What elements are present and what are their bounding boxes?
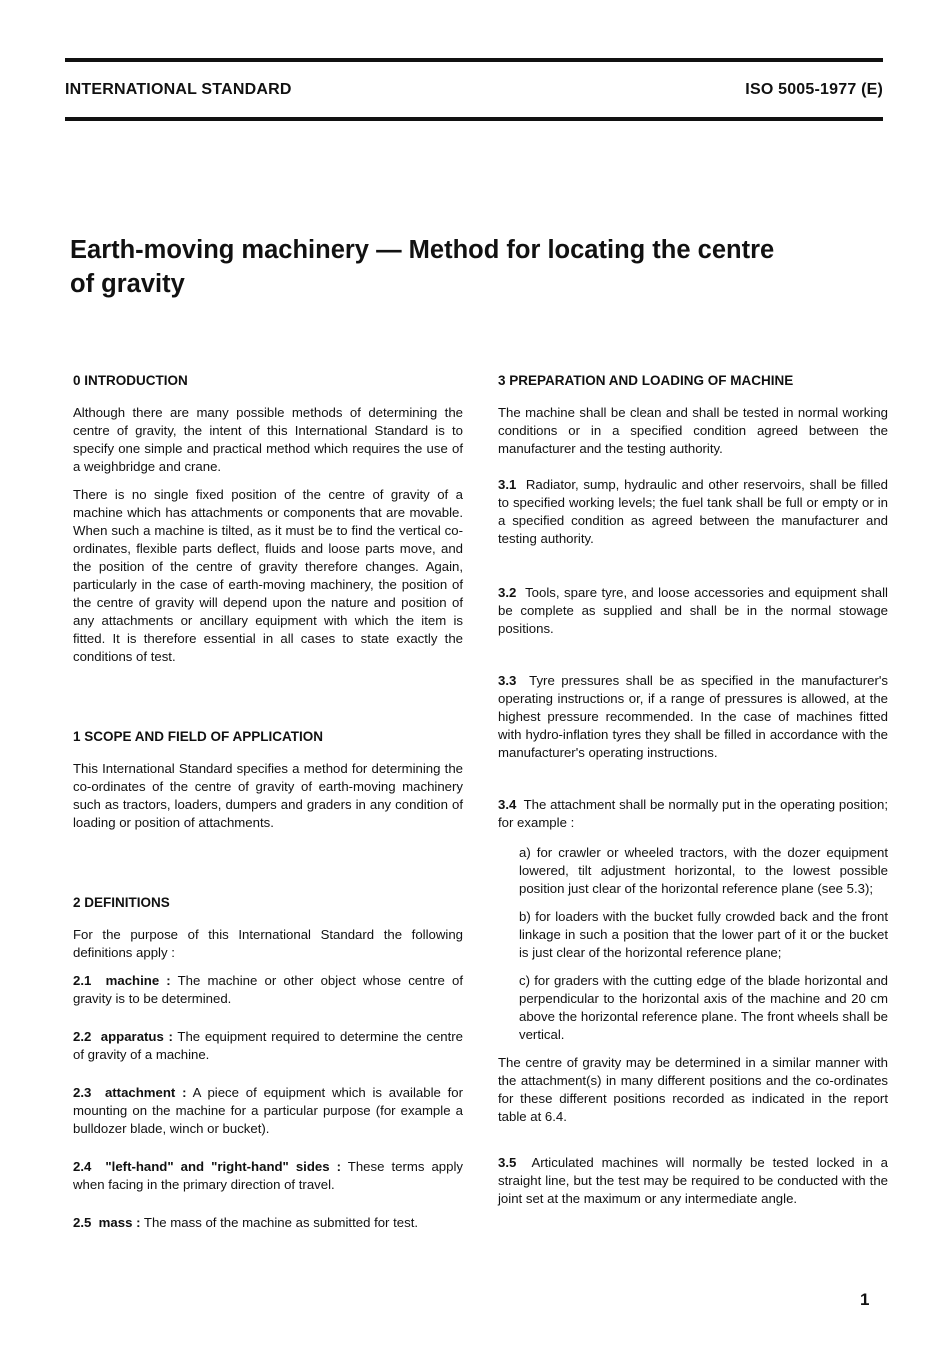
definition-term: "left-hand" and "right-hand" sides :	[105, 1159, 341, 1174]
clause-text: Tools, spare tyre, and loose accessories and equipment shall be complete as supplied and shall be in the normal stowage positions.	[498, 585, 888, 636]
preparation-intro: The machine shall be clean and shall be tested in normal working conditions or in a specified condition agreed between the manufacturer and the testing authority.	[498, 405, 888, 456]
clause-number: 2.3	[73, 1085, 92, 1100]
definitions-intro: For the purpose of this International Standard the following definitions apply :	[73, 927, 463, 960]
definition-2-4	[73, 1158, 463, 1194]
definition-text: The mass of the machine as submitted for test.	[143, 1215, 419, 1230]
header-document-number: ISO 5005-1977 (E)	[745, 81, 883, 98]
definition-2-2	[73, 1028, 463, 1064]
clause-number: 3.1	[498, 477, 517, 492]
clause-number: 3.3	[498, 673, 517, 688]
clause-3-4-note: The centre of gravity may be determined in a similar manner with the attachment(s) in many different positions and the co-ordinates for these different positions recorded as indicated in the report table at 6.4.	[498, 1055, 888, 1124]
preparation-heading: 3 PREPARATION AND LOADING OF MACHINE	[498, 373, 794, 388]
definition-text: The machine or other object whose centre of gravity is to be determined.	[73, 973, 463, 1006]
definition-2-1	[73, 972, 463, 1008]
clause-number: 3.4	[498, 797, 517, 812]
definitions-heading: 2 DEFINITIONS	[73, 895, 170, 910]
clause-3-2	[498, 584, 888, 638]
intro-paragraph-2: There is no single fixed position of the centre of gravity of a machine which has attachments or components that are movable. When such a machine is tilted, as it must be to find the vertical co-ordinates, flexible parts deflect, fluids and loose parts move, and the position of the centre of gravity therefore changes. Again, particularly in the case of earth-moving machinery, the position of the centre of gravity will depend upon the nature and position of any attachments or ancillary equipment with which the item is fitted. It is therefore essential in all cases to state exactly the conditions of test.	[73, 487, 463, 664]
clause-number: 3.5	[498, 1155, 517, 1170]
clause-number: 3.2	[498, 585, 517, 600]
clause-number: 2.5	[73, 1215, 92, 1230]
clause-number: 2.4	[73, 1159, 92, 1174]
clause-number: 2.2	[73, 1029, 92, 1044]
clause-3-1	[498, 476, 888, 548]
clause-text: The attachment shall be normally put in the operating position; for example :	[498, 797, 888, 830]
definition-term: mass :	[98, 1215, 141, 1230]
scope-paragraph: This International Standard specifies a method for determining the co-ordinates of the centre of gravity of earth-moving machinery such as tractors, loaders, dumpers and graders in any condition of loading or position of attachments.	[73, 761, 463, 830]
title-line-1: Earth-moving machinery — Method for locating the centre	[70, 236, 775, 264]
clause-3-4	[498, 796, 888, 832]
definition-2-5	[73, 1214, 463, 1232]
clause-text: Tyre pressures shall be as specified in the manufacturer's operating instructions or, if a range of pressures is allowed, at the highest pressure recommended. In the case of machines fitted with hydro-inflation tyres they shall be filled in accordance with the manufacturer's operating instructions.	[498, 673, 888, 760]
clause-3-4-item-a: a) for crawler or wheeled tractors, with the dozer equipment lowered, tilt adjustment horizontal, to the lowest possible position just clear of the horizontal reference plane (see 5.3);	[519, 845, 888, 896]
header-top-rule	[65, 58, 883, 62]
clause-number: 2.1	[73, 973, 92, 988]
intro-heading: 0 INTRODUCTION	[73, 373, 188, 388]
clause-text: Radiator, sump, hydraulic and other reservoirs, shall be filled to specified working levels; the fuel tank shall be full or empty or in a specified condition as agreed between the manufacturer and testing authority.	[498, 477, 888, 546]
intro-paragraph-1: Although there are many possible methods of determining the centre of gravity, the intent of this International Standard is to specify one simple and practical method which requires the use of a weighbridge and crane.	[73, 405, 463, 474]
title-line-2: of gravity	[70, 270, 185, 298]
header-bottom-rule	[65, 117, 883, 121]
definition-term: attachment :	[104, 1085, 187, 1100]
clause-3-5	[498, 1154, 888, 1208]
definition-text: The equipment required to determine the centre of gravity of a machine.	[73, 1029, 463, 1062]
right-column	[498, 372, 888, 1208]
page-number: 1	[860, 1290, 870, 1309]
page-title	[70, 233, 890, 301]
clause-3-3	[498, 672, 888, 762]
definition-text: These terms apply when facing in the primary direction of travel.	[73, 1159, 463, 1192]
definition-text: A piece of equipment which is available for mounting on the machine for a particular purpose (for example a bulldozer blade, winch or bucket).	[73, 1085, 464, 1136]
definition-term: apparatus :	[100, 1029, 173, 1044]
clause-text: Articulated machines will normally be tested locked in a straight line, but the test may be required to be conducted with the joint set at the maximum or any intermediate angle.	[498, 1155, 888, 1206]
definition-2-3	[73, 1084, 463, 1138]
scope-heading: 1 SCOPE AND FIELD OF APPLICATION	[73, 729, 324, 744]
clause-3-4-item-c: c) for graders with the cutting edge of the blade horizontal and perpendicular to the horizontal axis of the machine and 20 cm above the horizontal reference plane. The front wheels shall be vertical.	[519, 973, 888, 1042]
clause-3-4-item-b: b) for loaders with the bucket fully crowded back and the front linkage in such a position that the lower part of it or the bucket is just clear of the horizontal reference plane;	[519, 909, 888, 960]
header-standard-label: INTERNATIONAL STANDARD	[65, 81, 292, 98]
definition-term: machine :	[105, 973, 171, 988]
left-column	[73, 372, 463, 1232]
